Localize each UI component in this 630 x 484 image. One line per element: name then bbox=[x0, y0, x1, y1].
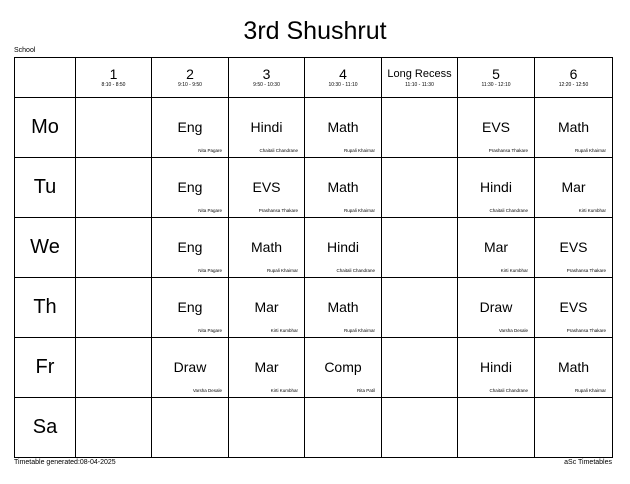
empty-cell bbox=[229, 398, 305, 458]
lesson-cell bbox=[458, 158, 535, 218]
empty-cell bbox=[382, 398, 458, 458]
empty-cell bbox=[76, 338, 152, 398]
period-header bbox=[229, 58, 305, 98]
subject-name: Hindi bbox=[327, 239, 359, 255]
subject-name: Math bbox=[327, 299, 359, 315]
empty-cell bbox=[535, 398, 613, 458]
day-label: We bbox=[15, 218, 76, 278]
period-header bbox=[535, 58, 613, 98]
empty-cell bbox=[76, 98, 152, 158]
subject-name: EVS bbox=[559, 239, 588, 255]
period-time: 9:50 - 10:30 bbox=[253, 82, 280, 88]
empty-cell bbox=[382, 98, 458, 158]
empty-cell bbox=[152, 398, 229, 458]
teacher-name: Nita Pagare bbox=[198, 208, 222, 213]
teacher-name: Rupali Khairnar bbox=[266, 268, 298, 273]
period-time: 10:30 - 11:10 bbox=[328, 82, 358, 88]
period-number: 5 bbox=[492, 66, 500, 82]
teacher-name: Varsha Desale bbox=[498, 328, 528, 333]
lesson-cell bbox=[535, 278, 613, 338]
lesson-cell bbox=[229, 98, 305, 158]
lesson-cell bbox=[458, 278, 535, 338]
period-number: 1 bbox=[109, 66, 118, 82]
teacher-name: Chaitali Chandrane bbox=[489, 388, 528, 393]
teacher-name: Nita Pagare bbox=[198, 268, 222, 273]
lesson-cell bbox=[305, 218, 382, 278]
empty-cell bbox=[382, 278, 458, 338]
lesson-cell bbox=[535, 98, 613, 158]
empty-cell bbox=[76, 398, 152, 458]
day-label: Tu bbox=[15, 158, 76, 218]
lesson-cell bbox=[458, 98, 535, 158]
subject-name: Eng bbox=[177, 239, 203, 255]
school-label: School bbox=[14, 47, 36, 54]
period-header bbox=[458, 58, 535, 98]
empty-cell bbox=[76, 218, 152, 278]
teacher-name: Rupali Khairnar bbox=[574, 388, 606, 393]
subject-name: Draw bbox=[479, 299, 513, 315]
period-header-row bbox=[15, 58, 613, 98]
period-time: 12:20 - 12:50 bbox=[558, 82, 589, 88]
day-label: Fr bbox=[15, 338, 76, 398]
subject-name: Math bbox=[557, 119, 590, 135]
day-row bbox=[15, 278, 613, 338]
teacher-name: Varsha Desale bbox=[192, 388, 222, 393]
subject-name: Math bbox=[557, 359, 590, 375]
teacher-name: Kirti Kumbhar bbox=[270, 328, 298, 333]
lesson-cell bbox=[152, 278, 229, 338]
day-label: Sa bbox=[15, 398, 76, 458]
empty-cell bbox=[76, 158, 152, 218]
subject-name: Eng bbox=[177, 179, 203, 195]
subject-name: Hindi bbox=[480, 179, 512, 195]
empty-cell bbox=[382, 218, 458, 278]
empty-cell bbox=[305, 398, 382, 458]
lesson-cell bbox=[535, 338, 613, 398]
teacher-name: Nita Pagare bbox=[198, 328, 222, 333]
subject-name: Math bbox=[327, 179, 359, 195]
lesson-cell bbox=[229, 338, 305, 398]
empty-cell bbox=[382, 158, 458, 218]
teacher-name: Prashansa Thakare bbox=[488, 148, 528, 153]
lesson-cell bbox=[305, 278, 382, 338]
subject-name: EVS bbox=[481, 119, 510, 135]
teacher-name: Rita Patil bbox=[356, 388, 375, 393]
brand-label: aSc Timetables bbox=[564, 459, 612, 466]
subject-name: Eng bbox=[177, 119, 203, 135]
teacher-name: Kirti Kumbhar bbox=[270, 388, 298, 393]
subject-name: Mar bbox=[254, 359, 279, 375]
lesson-cell bbox=[152, 158, 229, 218]
teacher-name: Nita Pagare bbox=[198, 148, 222, 153]
day-row bbox=[15, 338, 613, 398]
teacher-name: Kirti Kumbhar bbox=[500, 268, 528, 273]
lesson-cell bbox=[535, 218, 613, 278]
timetable-grid bbox=[14, 57, 613, 458]
subject-name: Hindi bbox=[480, 359, 512, 375]
teacher-name: Rupali Khairnar bbox=[574, 148, 606, 153]
lesson-cell bbox=[229, 218, 305, 278]
lesson-cell bbox=[458, 218, 535, 278]
empty-cell bbox=[76, 278, 152, 338]
teacher-name: Kirti Kumbhar bbox=[578, 208, 606, 213]
subject-name: Eng bbox=[177, 299, 203, 315]
period-number: 4 bbox=[339, 66, 347, 82]
lesson-cell bbox=[305, 338, 382, 398]
lesson-cell bbox=[229, 278, 305, 338]
period-number: 3 bbox=[262, 66, 271, 82]
day-row bbox=[15, 158, 613, 218]
subject-name: Math bbox=[327, 119, 359, 135]
teacher-name: Prashansa Thakare bbox=[258, 208, 298, 213]
teacher-name: Chaitali Chandrane bbox=[259, 148, 298, 153]
subject-name: Hindi bbox=[250, 119, 283, 135]
period-number: 2 bbox=[186, 66, 194, 82]
lesson-cell bbox=[152, 218, 229, 278]
lesson-cell bbox=[152, 338, 229, 398]
recess-label: Long Recess bbox=[387, 68, 452, 80]
teacher-name: Prashansa Thakare bbox=[566, 268, 606, 273]
recess-header bbox=[382, 58, 458, 98]
empty-cell bbox=[382, 338, 458, 398]
empty-cell bbox=[458, 398, 535, 458]
period-time: 11:10 - 11:30 bbox=[405, 82, 434, 88]
period-time: 9:10 - 9:50 bbox=[178, 82, 202, 88]
teacher-name: Prashansa Thakare bbox=[566, 328, 606, 333]
day-row bbox=[15, 398, 613, 458]
lesson-cell bbox=[535, 158, 613, 218]
subject-name: Mar bbox=[561, 179, 586, 195]
day-label: Th bbox=[15, 278, 76, 338]
lesson-cell bbox=[458, 338, 535, 398]
subject-name: Draw bbox=[173, 359, 207, 375]
period-time: 8:10 - 8:50 bbox=[101, 82, 126, 88]
teacher-name: Chaitali Chandrane bbox=[489, 208, 528, 213]
lesson-cell bbox=[229, 158, 305, 218]
subject-name: Math bbox=[250, 239, 283, 255]
subject-name: Comp bbox=[324, 359, 362, 375]
corner-cell bbox=[15, 58, 76, 98]
lesson-cell bbox=[152, 98, 229, 158]
subject-name: EVS bbox=[252, 179, 281, 195]
lesson-cell bbox=[305, 98, 382, 158]
period-time: 11:30 - 12:10 bbox=[481, 82, 511, 88]
period-header bbox=[76, 58, 152, 98]
teacher-name: Rupali Khairnar bbox=[343, 328, 375, 333]
teacher-name: Rupali Khairnar bbox=[343, 208, 375, 213]
lesson-cell bbox=[305, 158, 382, 218]
day-label: Mo bbox=[15, 98, 76, 158]
timetable-title: 3rd Shushrut bbox=[243, 17, 387, 45]
subject-name: Mar bbox=[254, 299, 279, 315]
day-row bbox=[15, 98, 613, 158]
teacher-name: Rupali Khairnar bbox=[343, 148, 375, 153]
period-header bbox=[152, 58, 229, 98]
period-header bbox=[305, 58, 382, 98]
subject-name: EVS bbox=[559, 299, 588, 315]
subject-name: Mar bbox=[483, 239, 509, 255]
generated-date: Timetable generated:08-04-2025 bbox=[14, 459, 116, 466]
period-number: 6 bbox=[569, 66, 578, 82]
day-row bbox=[15, 218, 613, 278]
teacher-name: Chaitali Chandrane bbox=[336, 268, 375, 273]
